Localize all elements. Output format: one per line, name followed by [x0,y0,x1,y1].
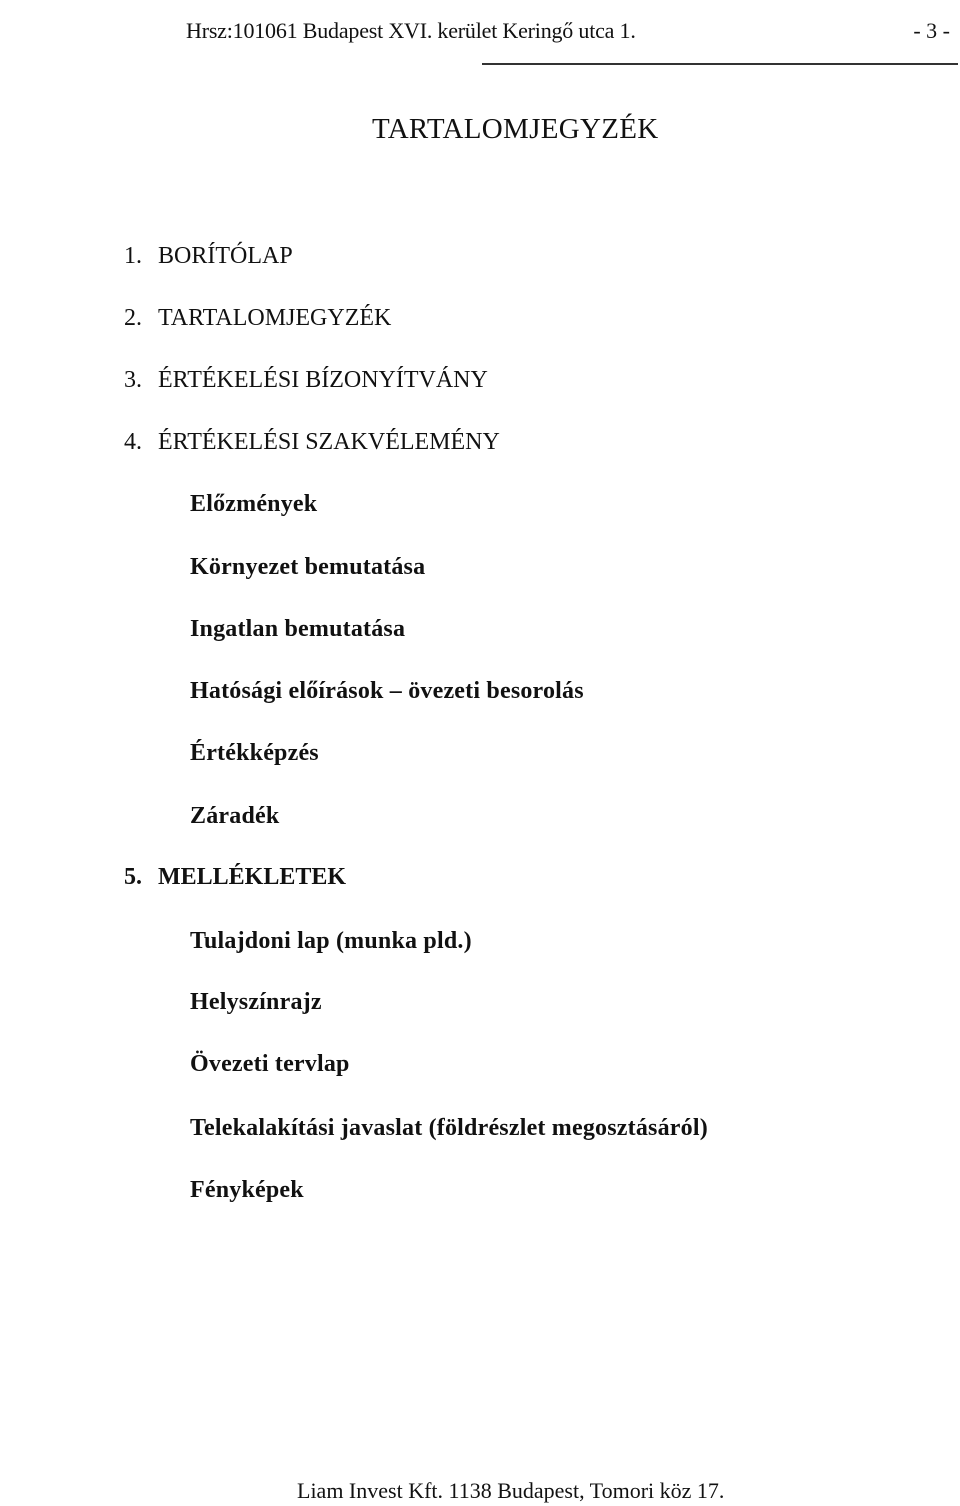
page-title: TARTALOMJEGYZÉK [372,113,659,145]
section4-item: Záradék [190,803,280,829]
section4-item: Hatósági előírások – övezeti besorolás [190,678,584,704]
section4-item: Környezet bemutatása [190,554,426,580]
toc-item-1 [124,243,293,270]
page-number: - 3 - [913,18,950,43]
toc-item-3 [124,367,488,394]
section5-item: Tulajdoni lap (munka pld.) [190,928,472,954]
section5-item: Övezeti tervlap [190,1051,350,1077]
toc-item-label: BORÍTÓLAP [158,243,293,269]
toc-item-number: 2. [124,305,142,331]
section5-item: Telekalakítási javaslat (földrészlet megosztásáról) [190,1115,708,1141]
toc-item-number: 3. [124,367,142,393]
toc-item-5 [124,864,346,891]
toc-item-number: 1. [124,243,142,269]
section4-item: Előzmények [190,491,318,517]
section5-item: Fényképek [190,1177,304,1203]
section5-item: Helyszínrajz [190,989,322,1015]
toc-item-label: ÉRTÉKELÉSI BÍZONYÍTVÁNY [158,367,488,393]
toc-item-number: 4. [124,429,142,455]
page-footer: Liam Invest Kft. 1138 Budapest, Tomori köz 17. [297,1478,725,1503]
toc-item-2 [124,305,391,332]
toc-item-label: TARTALOMJEGYZÉK [158,305,392,331]
header-divider [482,63,958,65]
toc-item-label: ÉRTÉKELÉSI SZAKVÉLEMÉNY [158,429,500,455]
section4-item: Ingatlan bemutatása [190,616,406,642]
toc-item-number: 5. [124,864,142,890]
toc-item-label: MELLÉKLETEK [158,864,347,890]
section4-item: Értékképzés [190,740,319,766]
toc-item-4 [124,429,500,456]
header-address: Hrsz:101061 Budapest XVI. kerület Keringő utca 1. [186,18,636,43]
